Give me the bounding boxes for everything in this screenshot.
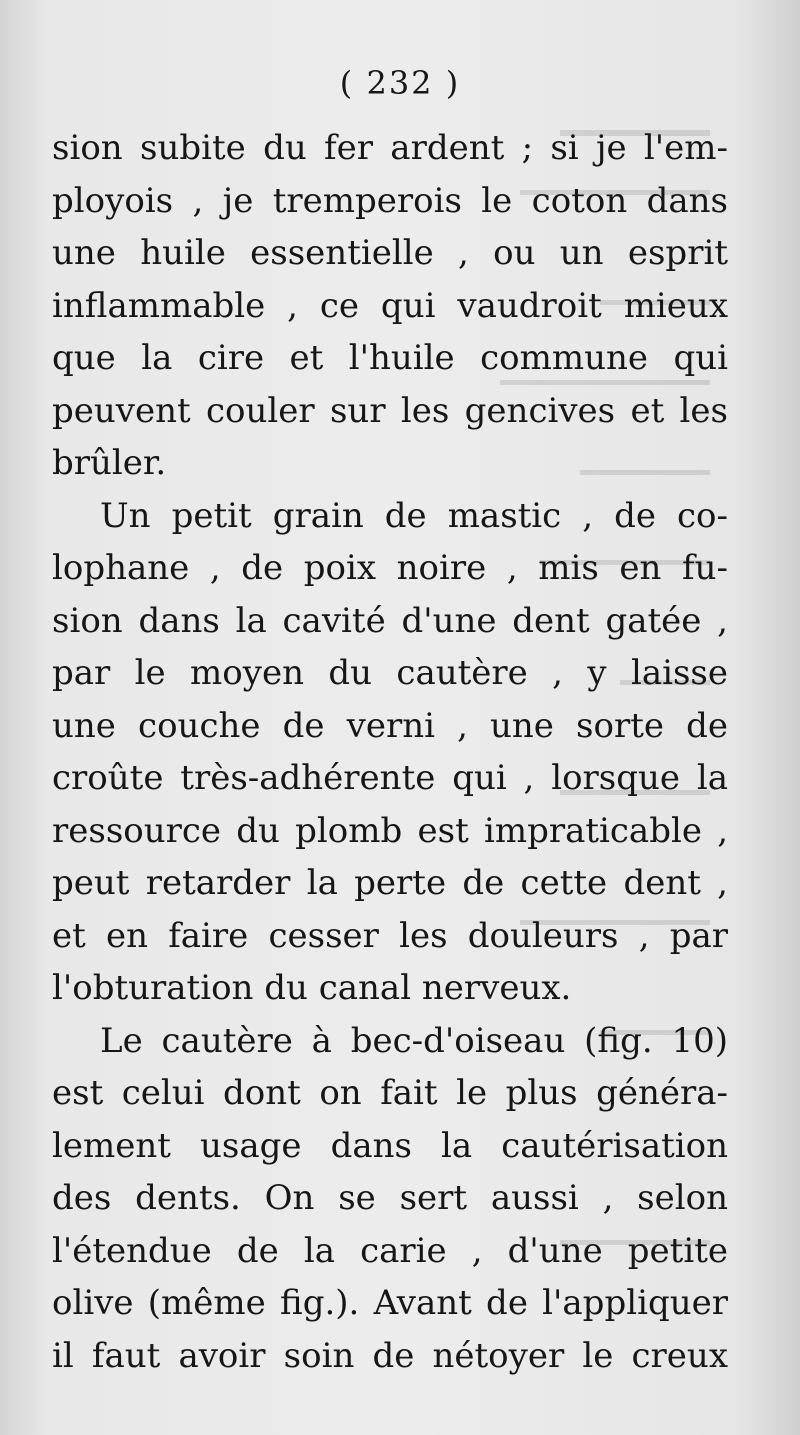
text-line: brûler.	[52, 443, 167, 483]
text-line: lophane , de poix noire , mis en fu-	[52, 548, 728, 588]
text-line: l'étendue de la carie , d'une petite	[52, 1230, 728, 1271]
text-line: l'obturation du canal nerveux.	[52, 968, 572, 1008]
text-line: par le moyen du cautère , y laisse	[52, 653, 728, 693]
text-line: des dents. On se sert aussi , selon	[52, 1178, 728, 1218]
paragraph-start: Le cautère à bec-d'oiseau (fig. 10)	[100, 1020, 728, 1061]
text-line: inflammable , ce qui vaudroit mieux	[52, 285, 728, 326]
text-line: il faut avoir soin de nétoyer le creux	[52, 1335, 728, 1376]
text-line: que la cire et l'huile commune qui	[52, 338, 728, 378]
text-line: lement usage dans la cautérisation	[52, 1125, 728, 1166]
text-line: sion subite du fer ardent ; si je l'em-	[52, 128, 728, 168]
text-line: olive (même fig.). Avant de l'appliquer	[52, 1283, 728, 1323]
text-line: peuvent couler sur les gencives et les	[52, 390, 728, 431]
text-line: et en faire cesser les douleurs , par	[52, 915, 728, 956]
text-line: une couche de verni , une sorte de	[52, 705, 728, 746]
text-line: une huile essentielle , ou un esprit	[52, 233, 728, 273]
text-line: est celui dont on fait le plus généra-	[52, 1073, 728, 1113]
body-text	[52, 122, 728, 1382]
text-line: ployois , je tremperois le coton dans	[52, 180, 728, 221]
text-line: sion dans la cavité d'une dent gatée ,	[52, 600, 728, 641]
paragraph-start: Un petit grain de mastic , de co-	[100, 495, 728, 536]
page-number: ( 232 )	[339, 64, 461, 102]
text-line: peut retarder la perte de cette dent ,	[52, 863, 728, 903]
text-line: croûte très-adhérente qui , lorsque la	[52, 758, 728, 798]
text-line: ressource du plomb est impraticable ,	[52, 810, 728, 851]
